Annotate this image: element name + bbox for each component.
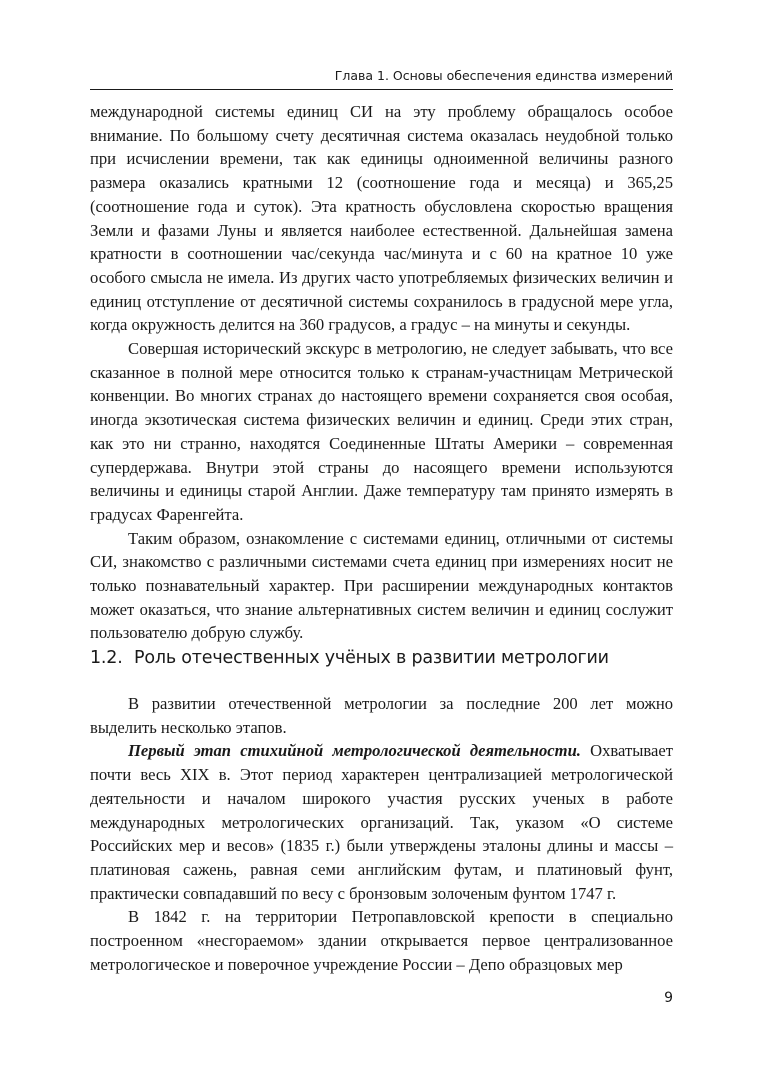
paragraph-1842: В 1842 г. на территории Петропавловской крепости в специально построенном «несгораемом» здании открывается первое централизованное метрологическое и поверочное учреждение России – Депо образцовых мер [90,907,673,974]
paragraph-conclusion: Таким образом, ознакомление с системами единиц, отличными от системы СИ, знакомство с различными системами счета единиц при измерениях носит не только познавательный характер. При расширении международных контактов может оказаться, что знание альтернативных систем величин и единиц сослужит пользователю добрую службу. [90,528,673,643]
first-stage-title: Первый этап стихийной метрологической деятельности. [128,741,581,761]
header-rule [90,89,673,90]
section-body [90,692,673,976]
page-number: 9 [664,990,673,1006]
paragraph-first-stage [90,739,673,905]
section-heading [90,648,673,668]
running-header: Глава 1. Основы обеспечения единства измерений [334,68,673,83]
paragraph-intro: В развитии отечественной метрологии за последние 200 лет можно выделить несколько этапов. [90,694,673,737]
section-title: Роль отечественных учёных в развитии метрологии [133,648,609,668]
paragraph-continued: международной системы единиц СИ на эту проблему обращалось особое внимание. По большому счету десятичная система оказалась неудобной только при исчислении времени, так как единицы одноименной величины разного размера оказались кратными 12 (соотношение года и месяца) и 365,25 (соотношение года и суток). Эта кратность обусловлена скоростью вращения Земли и фазами Луны и является наиболее естественной. Дальнейшая замена кратности в соотношении час/секунда час/минута и с 60 на кратное 10 уже особого смысла не имела. Из других часто употребляемых физических величин и единиц отступление от десятичной системы сохранилось в градусной мере угла, когда окружность делится на 360 градусов, а градус – на минуты и секунды. [90,102,673,335]
first-stage-text: Охватывает почти весь XIX в. Этот период характерен централизацией метрологической деятельности и началом широкого участия русских ученых в работе международных метрологических организаций. Так, указом «О системе Российских мер и весов» (1835 г.) были утверждены эталоны длины и массы – платиновая сажень, равная семи английским футам, и платиновый фунт, практически совпадавший по весу с бронзовым золоченым фунтом 1747 г. [90,741,673,903]
body-text [90,100,673,645]
paragraph-historical-excursion: Совершая исторический экскурс в метрологию, не следует забывать, что все сказанное в полной мере относится только к странам-участницам Метрической конвенции. Во многих странах до настоящего времени сохраняется своя особая, иногда экзотическая система физических величин и единиц. Среди этих стран, как это ни странно, находятся Соединенные Штаты Америки – современная супердержава. Внутри этой страны до насоящего времени используются величины и единицы старой Англии. Даже температуру там принято измерять в градусах Фаренгейта. [90,339,673,524]
section-number: 1.2. [90,648,123,668]
